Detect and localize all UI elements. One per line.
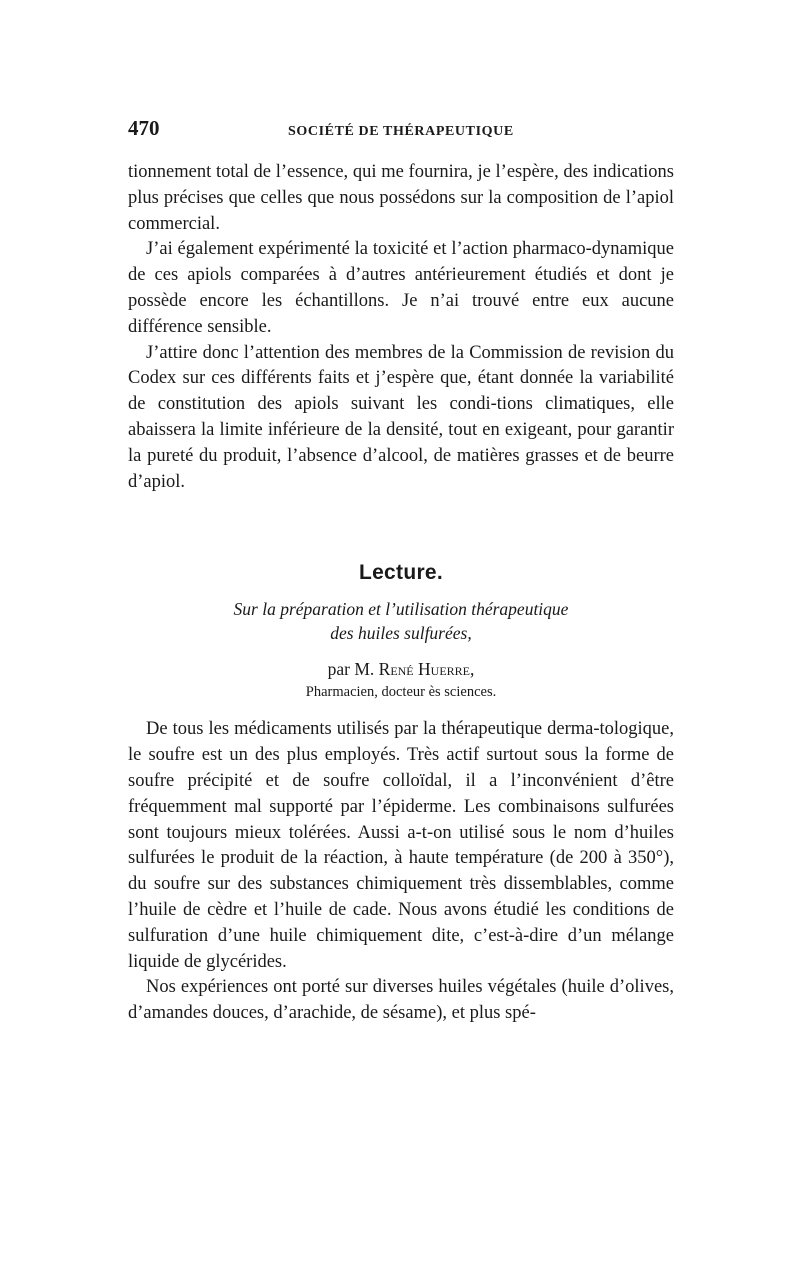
paragraph-experiments: Nos expériences ont porté sur diverses huiles végétales (huile d’olives, d’amandes douces, d’arachide, de sésame), et plus spé- xyxy=(128,977,674,1024)
author-name: René Huerre, xyxy=(378,659,475,680)
article-title-line-2: des huiles sulfurées, xyxy=(330,623,472,644)
article-title-line-1: Sur la préparation et l’utilisation thérapeutique xyxy=(233,599,569,620)
page-number: 470 xyxy=(128,116,160,140)
section-heading: Lecture. xyxy=(358,561,444,585)
book-page xyxy=(128,116,674,1027)
lecture-section xyxy=(128,561,674,703)
byline xyxy=(128,657,674,681)
journal-title: SOCIÉTÉ DE THÉRAPEUTIQUE xyxy=(288,124,514,139)
paragraph-codex: J’attire donc l’attention des membres de la Commission de revision du Codex sur ces différents faits et j’espère que, étant donnée la variabilité de constitution des apiols suivant les condi-tions climatiques, elle abaissera la limite inférieure de la densité, tout en exigeant, pour garantir la pureté du produit, l’absence d’alcool, de matières grasses et de beurre d’apiol. xyxy=(128,342,674,492)
running-head xyxy=(128,116,674,146)
author-affiliation: Pharmacien, docteur ès sciences. xyxy=(305,684,497,701)
byline-prefix: par M. xyxy=(327,659,375,680)
paragraph-toxicity: J’ai également expérimenté la toxicité et l’action pharmaco-dynamique de ces apiols comparées à d’autres antérieurement étudiés et dont je possède encore les échantillons. Je n’ai trouvé entre eux aucune différence sensible. xyxy=(128,239,674,337)
paragraph-sulfur-intro: De tous les médicaments utilisés par la thérapeutique derma-tologique, le soufre est un des plus employés. Très actif surtout sous la forme de soufre précipité et de soufre colloïdal, il a l’inconvénient d’être fréquemment mal supporté par l’épiderme. Les combinaisons sulfurées sont toujours mieux tolérées. Aussi a-t-on utilisé sous le nom d’huiles sulfurées le produit de la réaction, à haute température (de 200 à 350°), du soufre sur des substances chimiquement très dissemblables, comme l’huile de cèdre et l’huile de cade. Nous avons étudié les conditions de sulfuration d’une huile chimiquement dite, c’est-à-dire d’un mélange liquide de glycérides. xyxy=(128,719,674,972)
paragraph-continuation: tionnement total de l’essence, qui me fournira, je l’espère, des indications plus précises que celles que nous possédons sur la composition de l’apiol commercial. xyxy=(128,162,674,234)
